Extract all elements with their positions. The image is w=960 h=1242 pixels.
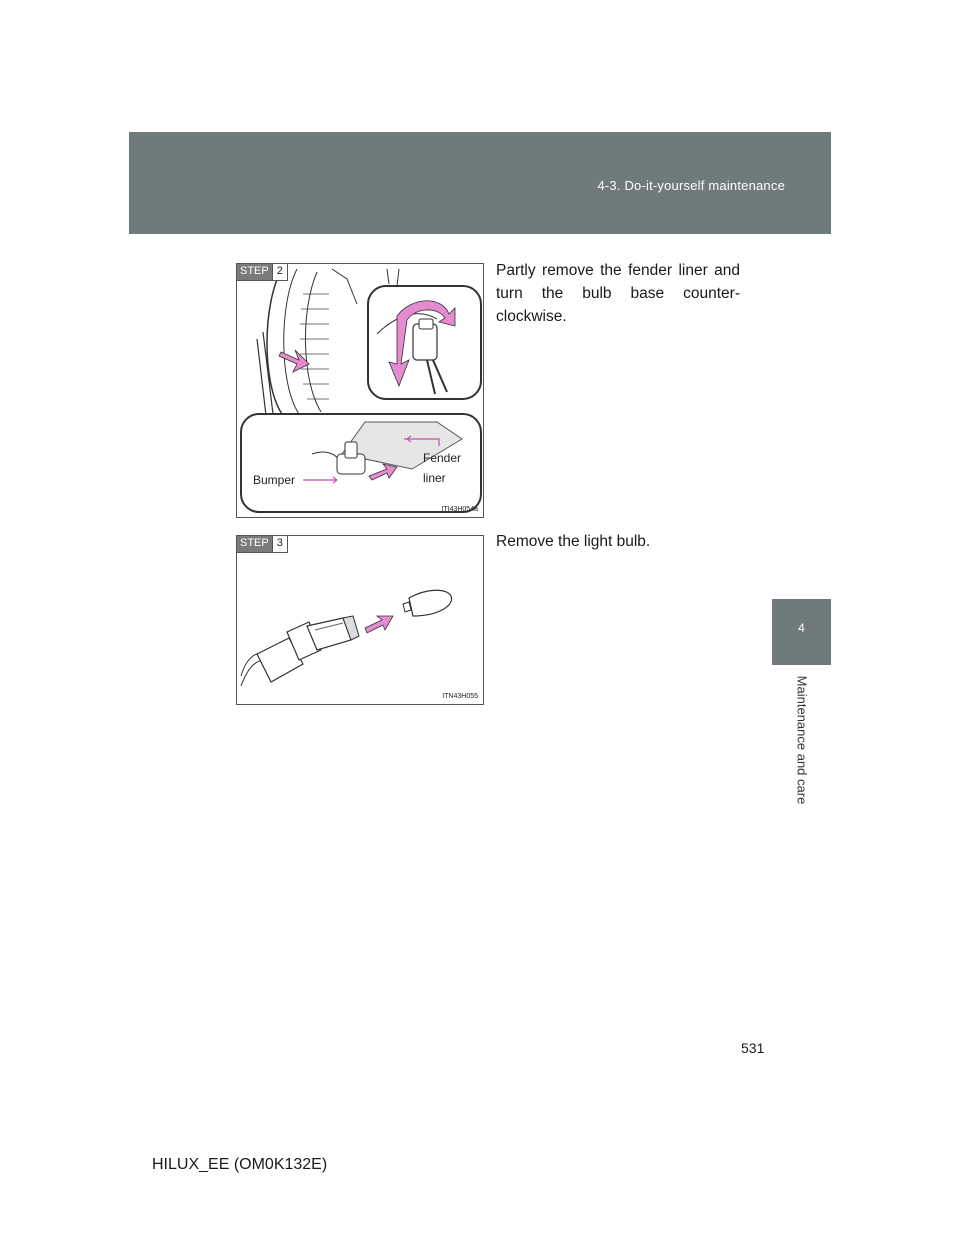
- page-number: 531: [741, 1040, 765, 1056]
- bumper-label: Bumper: [253, 473, 296, 487]
- section-title: 4-3. Do-it-yourself maintenance: [597, 178, 785, 193]
- step-2-text: Partly remove the fender liner and turn the bulb base counter-clockwise.: [496, 262, 740, 325]
- chapter-label: Maintenance and care: [794, 675, 810, 805]
- header-band: [129, 132, 831, 234]
- figure-code: ITN43H055: [442, 693, 478, 700]
- fender-label-line1: Fender: [423, 451, 462, 465]
- step-3-text: Remove the light bulb.: [496, 533, 651, 550]
- step-3-figure: [236, 535, 484, 705]
- step-3-badge: [237, 536, 288, 553]
- step-number: 2: [272, 264, 287, 280]
- document-footer: HILUX_EE (OM0K132E): [152, 1156, 328, 1173]
- step-2-figure: [236, 263, 484, 518]
- figure-code: ITI43H054a: [441, 506, 478, 513]
- chapter-tab: [772, 599, 831, 665]
- step-2-badge: [237, 264, 288, 281]
- step-word: STEP: [237, 264, 272, 280]
- chapter-number: 4: [798, 621, 805, 635]
- step-number: 3: [272, 536, 287, 552]
- fender-label-line2: liner: [423, 471, 446, 485]
- step-word: STEP: [237, 536, 272, 552]
- bulb-socket-illustration: [237, 536, 485, 706]
